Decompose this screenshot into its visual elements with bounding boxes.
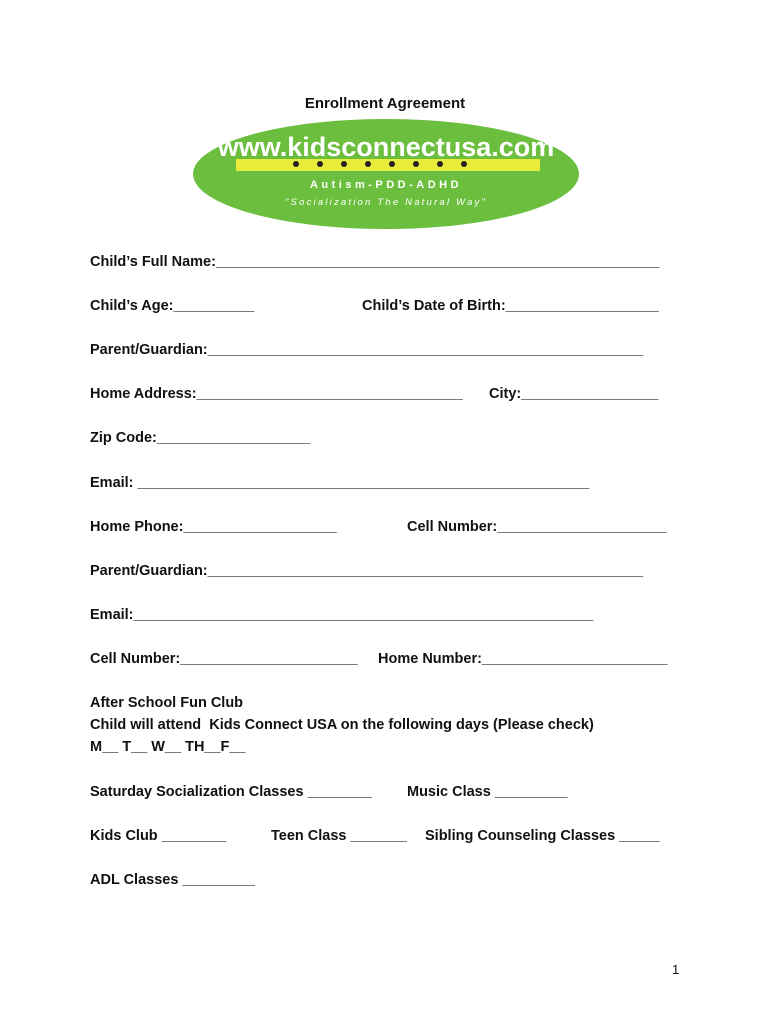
childs-dob-field[interactable]: Child’s Date of Birth:___________________ xyxy=(362,298,659,314)
saturday-classes-field[interactable]: Saturday Socialization Classes ________ xyxy=(90,784,373,800)
sibling-counseling-field[interactable]: Sibling Counseling Classes _____ xyxy=(425,828,660,844)
music-class-field[interactable]: Music Class _________ xyxy=(407,784,568,800)
email-2-field[interactable]: Email:_________________________________________________________ xyxy=(90,607,594,623)
home-number-field[interactable]: Home Number:_______________________ xyxy=(378,651,668,667)
page-number: 1 xyxy=(672,962,680,977)
logo-tagline: Autism-PDD-ADHD xyxy=(309,179,463,191)
parent-guardian-field[interactable]: Parent/Guardian:______________________________________________________ xyxy=(90,342,644,358)
attendance-days-field[interactable]: M__ T__ W__ TH__F__ xyxy=(90,739,246,755)
program-heading: After School Fun Club xyxy=(90,695,244,711)
cell-number-field[interactable]: Cell Number:_____________________ xyxy=(407,519,667,535)
adl-classes-field[interactable]: ADL Classes _________ xyxy=(90,872,255,888)
home-phone-field[interactable]: Home Phone:___________________ xyxy=(90,519,337,535)
childs-age-field[interactable]: Child’s Age:__________ xyxy=(90,298,255,314)
zip-code-field[interactable]: Zip Code:___________________ xyxy=(90,430,311,446)
teen-class-field[interactable]: Teen Class _______ xyxy=(271,828,407,844)
email-field[interactable]: Email: ________________________________________________________ xyxy=(90,475,590,491)
home-address-field[interactable]: Home Address:_________________________________ xyxy=(90,386,463,402)
logo-url-text: www.kidsconnectusa.com xyxy=(217,132,555,162)
kidsconnect-logo xyxy=(192,118,580,230)
document-title: Enrollment Agreement xyxy=(304,95,466,112)
logo-slogan: "Socialization The Natural Way" xyxy=(284,197,488,208)
parent-guardian-2-field[interactable]: Parent/Guardian:______________________________________________________ xyxy=(90,563,644,579)
city-field[interactable]: City:_________________ xyxy=(489,386,659,402)
childs-full-name-field[interactable]: Child’s Full Name:_______________________________________________________ xyxy=(90,254,660,270)
attendance-text: Child will attend Kids Connect USA on the following days (Please check) xyxy=(90,717,594,733)
kids-club-field[interactable]: Kids Club ________ xyxy=(90,828,227,844)
cell-number-2-field[interactable]: Cell Number:______________________ xyxy=(90,651,358,667)
